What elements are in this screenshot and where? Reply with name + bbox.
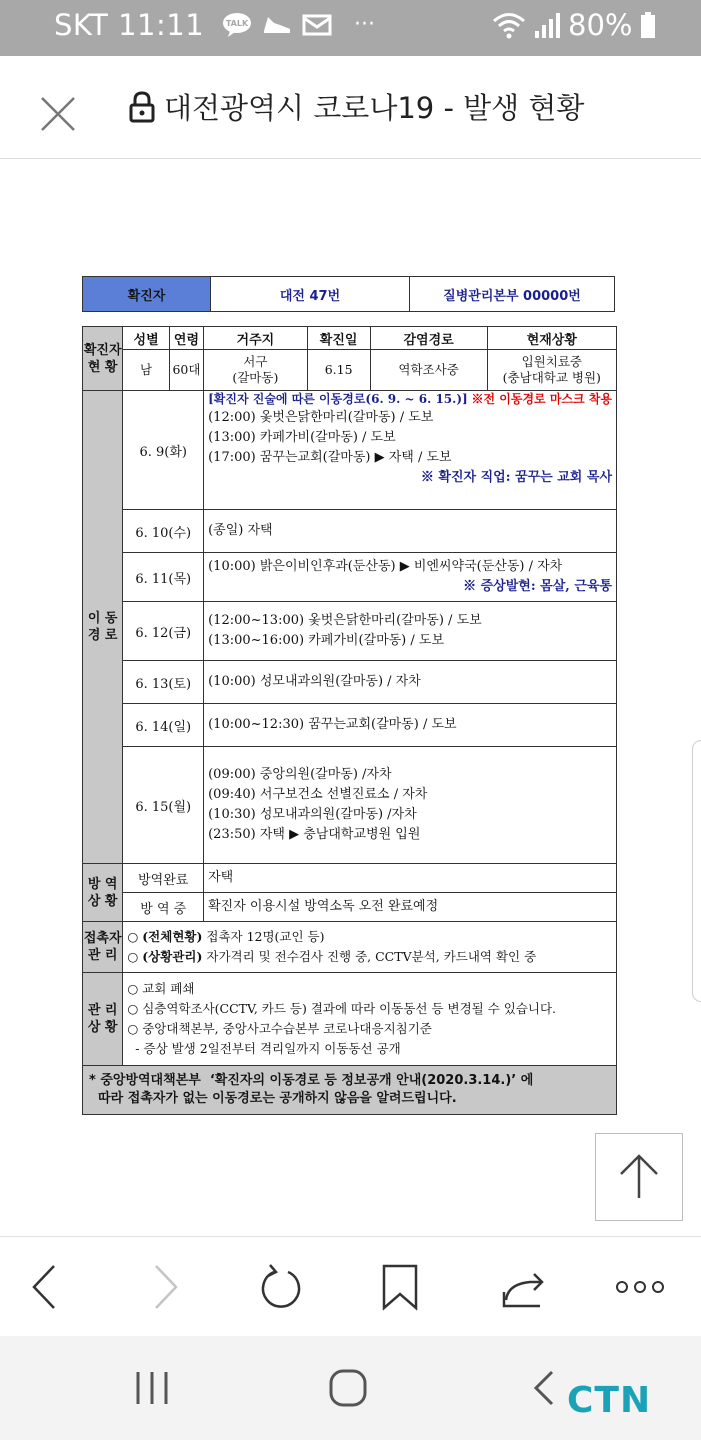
status-system-icons [492, 8, 656, 42]
status-time: SKT 11:11 [54, 8, 205, 42]
movement-desc: (09:00) 중앙의원(갈마동) /자차 (09:40) 서구보건소 선별진료소 / 자차 (10:30) 성모내과의원(갈마동) /자차 (23:50) 자택 ▶ 충남대학교병원 입원 [204, 747, 617, 864]
mail-icon [302, 13, 332, 37]
signal-icon [534, 11, 560, 39]
movement-note: ※ 확진자 직업: 꿈꾸는 교회 목사 [420, 470, 612, 485]
movement-desc: (12:00~13:00) 옻벗은닭한마리(갈마동) / 도보 (13:00~16:00) 카페가비(갈마동) / 도보 [204, 602, 617, 661]
col-current: 현재상황 [487, 327, 616, 350]
movement-banner-blue: [확진자 진술에 따른 이동경로(6. 9. ~ 6. 15.)] [208, 392, 468, 406]
movement-date: 6. 11(목) [123, 553, 204, 602]
svg-text:TALK: TALK [225, 18, 249, 28]
value-residence: 서구 (갈마동) [204, 350, 308, 391]
back-button[interactable] [16, 1259, 72, 1315]
scroll-to-top-button[interactable] [595, 1133, 683, 1221]
movement-date: 6. 9(화) [123, 391, 204, 510]
more-icon [615, 1277, 665, 1297]
quarantine-section-label: 방 역 상 황 [83, 864, 123, 922]
movement-desc: (10:00~12:30) 꿈꾸는교회(갈마동) / 도보 [204, 704, 617, 747]
status-section-label: 확진자 현 황 [83, 327, 123, 391]
share-icon [500, 1262, 548, 1312]
wifi-icon [492, 11, 526, 39]
bookmark-icon [380, 1262, 420, 1312]
forward-button[interactable] [138, 1259, 194, 1315]
browser-toolbar [0, 1236, 701, 1337]
more-button[interactable] [612, 1259, 668, 1315]
ctn-watermark: CTN [567, 1380, 652, 1421]
movement-date: 6. 14(일) [123, 704, 204, 747]
movement-banner-red: ※전 이동경로 마스크 착용 [471, 392, 612, 406]
movement-desc: (10:00) 성모내과의원(갈마동) / 자차 [204, 661, 617, 704]
chevron-right-icon [146, 1262, 186, 1312]
status-more: ··· [354, 12, 375, 37]
col-gender: 성별 [123, 327, 170, 350]
kcdc-number: 질병관리본부 00000번 [410, 277, 615, 312]
reload-button[interactable] [253, 1259, 309, 1315]
col-residence: 거주지 [204, 327, 308, 350]
value-confirm-date: 6.15 [307, 350, 370, 391]
movement-desc: (10:00) 밝은이비인후과(둔산동) ▶ 비엔씨약국(둔산동) / 자차 ※ 증상발현: 몸살, 근육통 [204, 553, 617, 602]
system-back-button[interactable] [514, 1360, 574, 1416]
value-gender: 남 [123, 350, 170, 391]
footnote: * 중앙방역대책본부 ‘확진자의 이동경로 등 정보공개 안내(2020.3.14.)’ 에 따라 접촉자가 없는 이동경로는 공개하지 않음을 알려드립니다. [83, 1066, 617, 1115]
close-icon [36, 92, 80, 136]
case-header-table [82, 276, 615, 312]
col-confirm-date: 확진일 [307, 327, 370, 350]
contacts-section-label: 접촉자 관 리 [83, 922, 123, 973]
quarantine-desc: 확진자 이용시설 방역소독 오전 완료예정 [204, 893, 617, 922]
home-icon [326, 1366, 370, 1410]
case-label: 확진자 [83, 277, 211, 312]
value-age: 60대 [169, 350, 203, 391]
edge-panel-handle[interactable] [692, 740, 701, 1002]
talk-icon [222, 13, 252, 37]
value-route: 역학조사중 [370, 350, 487, 391]
lock-icon [128, 91, 156, 123]
close-button[interactable] [36, 92, 80, 136]
case-number: 대전 47번 [211, 277, 410, 312]
value-current: 입원치료중 (충남대학교 병원) [487, 350, 616, 391]
shoe-icon [262, 13, 292, 37]
battery-percent: 80% [568, 8, 633, 42]
status-bar [0, 0, 701, 56]
reload-icon [256, 1262, 306, 1312]
movement-date: 6. 15(월) [123, 747, 204, 864]
recent-apps-button[interactable] [122, 1360, 182, 1416]
arrow-up-icon [596, 1134, 682, 1220]
movement-date: 6. 13(토) [123, 661, 204, 704]
movement-desc: [확진자 진술에 따른 이동경로(6. 9. ~ 6. 15.)] ※전 이동경로 마스크 착용 (12:00) 옻벗은닭한마리(갈마동) / 도보 (13:00) 카페가비(갈마동) / 도보 (17:00) 꿈꾸는교회(갈마동) ▶ 자택 / 도보 ※ 확진자 직업: 꿈꾸는 교회 목사 [204, 391, 617, 510]
recent-apps-icon [132, 1368, 172, 1408]
home-button[interactable] [318, 1360, 378, 1416]
management-desc: ○ 교회 폐쇄 ○ 심층역학조사(CCTV, 카드 등) 결과에 따라 이동동선 등 변경될 수 있습니다. ○ 중앙대책본부, 중앙사고수습본부 코로나대응지침기준 - 증상 발생 2일전부터 격리일까지 이동동선 공개 [123, 973, 617, 1066]
browser-top-bar [0, 56, 701, 159]
page-title [128, 86, 584, 127]
movement-section-label: 이 동 경 로 [83, 391, 123, 864]
movement-date: 6. 10(수) [123, 510, 204, 553]
movement-note: ※ 증상발현: 몸살, 근육통 [463, 579, 612, 594]
col-age: 연령 [169, 327, 203, 350]
case-detail-table [82, 326, 617, 1115]
chevron-left-icon [24, 1262, 64, 1312]
quarantine-desc: 자택 [204, 864, 617, 893]
battery-icon [640, 11, 656, 39]
col-route: 감염경로 [370, 327, 487, 350]
status-notification-icons [222, 12, 375, 37]
quarantine-status: 방역완료 [123, 864, 204, 893]
covid-report-document [82, 276, 617, 1115]
quarantine-status: 방 역 중 [123, 893, 204, 922]
contacts-desc: ○ (전체현황) 접촉자 12명(교인 등) ○ (상황관리) 자가격리 및 전수검사 진행 중, CCTV분석, 카드내역 확인 중 [123, 922, 617, 973]
movement-date: 6. 12(금) [123, 602, 204, 661]
back-icon [524, 1366, 564, 1410]
movement-desc: (종일) 자택 [204, 510, 617, 553]
page-title-text: 대전광역시 코로나19 - 발생 현황 [164, 91, 585, 125]
share-button[interactable] [496, 1259, 552, 1315]
bookmark-button[interactable] [372, 1259, 428, 1315]
management-section-label: 관 리 상 황 [83, 973, 123, 1066]
